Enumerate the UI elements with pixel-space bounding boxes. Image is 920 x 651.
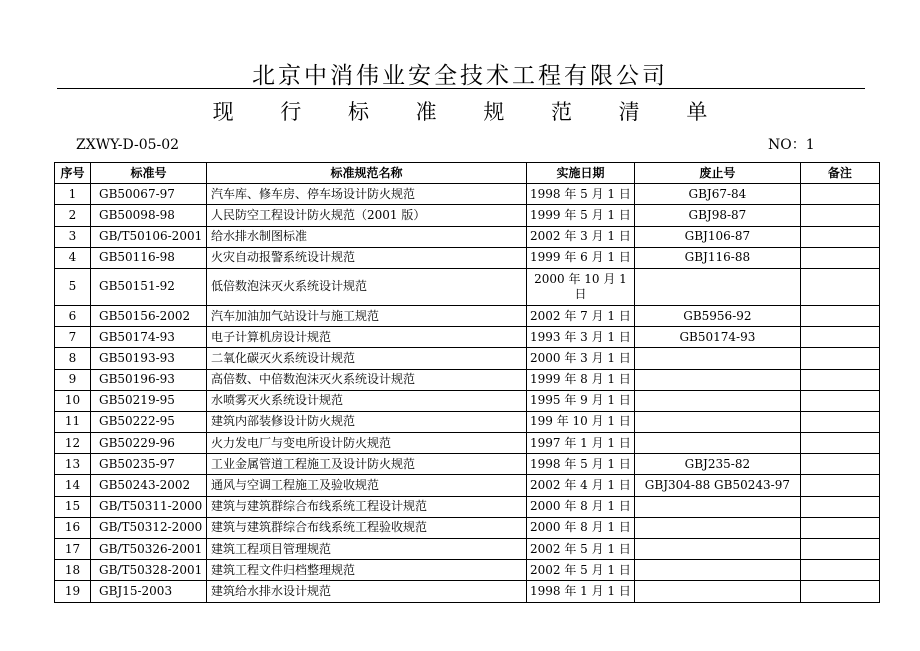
table-header-row bbox=[55, 163, 880, 184]
standard-code: GB/T50311-2000 bbox=[91, 496, 207, 517]
remark bbox=[800, 581, 879, 602]
effective-date: 2002 年 7 月 1 日 bbox=[527, 305, 635, 326]
remark bbox=[800, 226, 879, 247]
table-row bbox=[55, 581, 880, 602]
row-index: 19 bbox=[55, 581, 91, 602]
remark bbox=[800, 268, 879, 305]
standard-code: GB/T50328-2001 bbox=[91, 560, 207, 581]
effective-date: 2002 年 5 月 1 日 bbox=[527, 560, 635, 581]
row-index: 4 bbox=[55, 247, 91, 268]
table-row bbox=[55, 390, 880, 411]
effective-date: 1995 年 9 月 1 日 bbox=[527, 390, 635, 411]
document-title: 现 行 标 准 规 范 清 单 bbox=[212, 100, 728, 124]
page-number: NO：1 bbox=[768, 137, 815, 153]
superseded-code bbox=[634, 560, 800, 581]
standard-name: 低倍数泡沫灭火系统设计规范 bbox=[207, 268, 527, 305]
row-index: 8 bbox=[55, 348, 91, 369]
column-header: 备注 bbox=[800, 163, 879, 184]
superseded-code bbox=[634, 433, 800, 454]
effective-date: 1999 年 6 月 1 日 bbox=[527, 247, 635, 268]
row-index: 6 bbox=[55, 305, 91, 326]
standard-code: GB50222-95 bbox=[91, 411, 207, 432]
superseded-code: GB5956-92 bbox=[634, 305, 800, 326]
superseded-code: GBJ235-82 bbox=[634, 454, 800, 475]
standard-name: 火力发电厂与变电所设计防火规范 bbox=[207, 433, 527, 454]
standard-code: GB50156-2002 bbox=[91, 305, 207, 326]
remark bbox=[800, 517, 879, 538]
row-index: 2 bbox=[55, 205, 91, 226]
column-header: 标准规范名称 bbox=[207, 163, 527, 184]
remark bbox=[800, 560, 879, 581]
superseded-code bbox=[634, 411, 800, 432]
remark bbox=[800, 475, 879, 496]
table-row bbox=[55, 539, 880, 560]
standard-name: 建筑与建筑群综合布线系统工程验收规范 bbox=[207, 517, 527, 538]
remark bbox=[800, 327, 879, 348]
table-row bbox=[55, 348, 880, 369]
document-code: ZXWY-D-05-02 bbox=[76, 137, 180, 153]
row-index: 18 bbox=[55, 560, 91, 581]
remark bbox=[800, 411, 879, 432]
table-row bbox=[55, 327, 880, 348]
row-index: 1 bbox=[55, 184, 91, 205]
row-index: 3 bbox=[55, 226, 91, 247]
row-index: 9 bbox=[55, 369, 91, 390]
header-rule bbox=[57, 88, 865, 89]
standard-code: GB50174-93 bbox=[91, 327, 207, 348]
standard-code: GB50067-97 bbox=[91, 184, 207, 205]
superseded-code bbox=[634, 539, 800, 560]
column-header: 序号 bbox=[55, 163, 91, 184]
row-index: 12 bbox=[55, 433, 91, 454]
effective-date: 2000 年 8 月 1 日 bbox=[527, 517, 635, 538]
standard-code: GB50219-95 bbox=[91, 390, 207, 411]
remark bbox=[800, 184, 879, 205]
standard-name: 建筑与建筑群综合布线系统工程设计规范 bbox=[207, 496, 527, 517]
standard-code: GBJ15-2003 bbox=[91, 581, 207, 602]
superseded-code: GB50174-93 bbox=[634, 327, 800, 348]
superseded-code bbox=[634, 369, 800, 390]
table-row bbox=[55, 433, 880, 454]
standard-name: 电子计算机房设计规范 bbox=[207, 327, 527, 348]
superseded-code bbox=[634, 348, 800, 369]
remark bbox=[800, 496, 879, 517]
table-row bbox=[55, 226, 880, 247]
standard-name: 通风与空调工程施工及验收规范 bbox=[207, 475, 527, 496]
effective-date: 2000 年 3 月 1 日 bbox=[527, 348, 635, 369]
standard-code: GB/T50106-2001 bbox=[91, 226, 207, 247]
superseded-code: GBJ106-87 bbox=[634, 226, 800, 247]
effective-date: 1998 年 1 月 1 日 bbox=[527, 581, 635, 602]
remark bbox=[800, 539, 879, 560]
table-row bbox=[55, 496, 880, 517]
standard-name: 汽车加油加气站设计与施工规范 bbox=[207, 305, 527, 326]
standard-name: 人民防空工程设计防火规范（2001 版） bbox=[207, 205, 527, 226]
standard-code: GB50116-98 bbox=[91, 247, 207, 268]
table-row bbox=[55, 205, 880, 226]
superseded-code bbox=[634, 517, 800, 538]
standards-table bbox=[54, 162, 880, 603]
table-row bbox=[55, 475, 880, 496]
row-index: 10 bbox=[55, 390, 91, 411]
standard-name: 高倍数、中倍数泡沫灭火系统设计规范 bbox=[207, 369, 527, 390]
standard-name: 水喷雾灭火系统设计规范 bbox=[207, 390, 527, 411]
standard-code: GB50098-98 bbox=[91, 205, 207, 226]
standard-code: GB50196-93 bbox=[91, 369, 207, 390]
row-index: 14 bbox=[55, 475, 91, 496]
remark bbox=[800, 205, 879, 226]
superseded-code bbox=[634, 390, 800, 411]
standard-code: GB/T50326-2001 bbox=[91, 539, 207, 560]
table-row bbox=[55, 268, 880, 305]
effective-date: 2002 年 4 月 1 日 bbox=[527, 475, 635, 496]
effective-date: 2000 年 8 月 1 日 bbox=[527, 496, 635, 517]
table-row bbox=[55, 184, 880, 205]
row-index: 15 bbox=[55, 496, 91, 517]
column-header: 废止号 bbox=[634, 163, 800, 184]
effective-date: 1997 年 1 月 1 日 bbox=[527, 433, 635, 454]
effective-date: 2000 年 10 月 1 日 bbox=[527, 268, 635, 305]
table-row bbox=[55, 560, 880, 581]
remark bbox=[800, 454, 879, 475]
standard-code: GB50151-92 bbox=[91, 268, 207, 305]
remark bbox=[800, 348, 879, 369]
table-row bbox=[55, 247, 880, 268]
effective-date: 2002 年 5 月 1 日 bbox=[527, 539, 635, 560]
standard-name: 汽车库、修车房、停车场设计防火规范 bbox=[207, 184, 527, 205]
effective-date: 1998 年 5 月 1 日 bbox=[527, 184, 635, 205]
table-row bbox=[55, 454, 880, 475]
effective-date: 2002 年 3 月 1 日 bbox=[527, 226, 635, 247]
table-row bbox=[55, 517, 880, 538]
effective-date: 1999 年 8 月 1 日 bbox=[527, 369, 635, 390]
row-index: 7 bbox=[55, 327, 91, 348]
column-header: 实施日期 bbox=[527, 163, 635, 184]
superseded-code: GBJ98-87 bbox=[634, 205, 800, 226]
row-index: 11 bbox=[55, 411, 91, 432]
standard-name: 建筑工程项目管理规范 bbox=[207, 539, 527, 560]
standard-name: 给水排水制图标准 bbox=[207, 226, 527, 247]
superseded-code bbox=[634, 581, 800, 602]
table-row bbox=[55, 369, 880, 390]
column-header: 标准号 bbox=[91, 163, 207, 184]
standard-code: GB50193-93 bbox=[91, 348, 207, 369]
standard-name: 建筑给水排水设计规范 bbox=[207, 581, 527, 602]
standard-name: 二氧化碳灭火系统设计规范 bbox=[207, 348, 527, 369]
table-row bbox=[55, 411, 880, 432]
remark bbox=[800, 433, 879, 454]
standard-name: 建筑工程文件归档整理规范 bbox=[207, 560, 527, 581]
superseded-code bbox=[634, 268, 800, 305]
company-name: 北京中消伟业安全技术工程有限公司 bbox=[252, 63, 668, 89]
table-row bbox=[55, 305, 880, 326]
row-index: 5 bbox=[55, 268, 91, 305]
superseded-code: GBJ304-88 GB50243-97 bbox=[634, 475, 800, 496]
row-index: 16 bbox=[55, 517, 91, 538]
remark bbox=[800, 369, 879, 390]
effective-date: 1998 年 5 月 1 日 bbox=[527, 454, 635, 475]
effective-date: 199 年 10 月 1 日 bbox=[527, 411, 635, 432]
remark bbox=[800, 390, 879, 411]
superseded-code: GBJ116-88 bbox=[634, 247, 800, 268]
effective-date: 1993 年 3 月 1 日 bbox=[527, 327, 635, 348]
superseded-code: GBJ67-84 bbox=[634, 184, 800, 205]
effective-date: 1999 年 5 月 1 日 bbox=[527, 205, 635, 226]
standard-name: 工业金属管道工程施工及设计防火规范 bbox=[207, 454, 527, 475]
standard-code: GB50243-2002 bbox=[91, 475, 207, 496]
standard-code: GB/T50312-2000 bbox=[91, 517, 207, 538]
standard-code: GB50235-97 bbox=[91, 454, 207, 475]
superseded-code bbox=[634, 496, 800, 517]
remark bbox=[800, 305, 879, 326]
remark bbox=[800, 247, 879, 268]
row-index: 17 bbox=[55, 539, 91, 560]
row-index: 13 bbox=[55, 454, 91, 475]
standard-name: 建筑内部装修设计防火规范 bbox=[207, 411, 527, 432]
standard-code: GB50229-96 bbox=[91, 433, 207, 454]
standard-name: 火灾自动报警系统设计规范 bbox=[207, 247, 527, 268]
